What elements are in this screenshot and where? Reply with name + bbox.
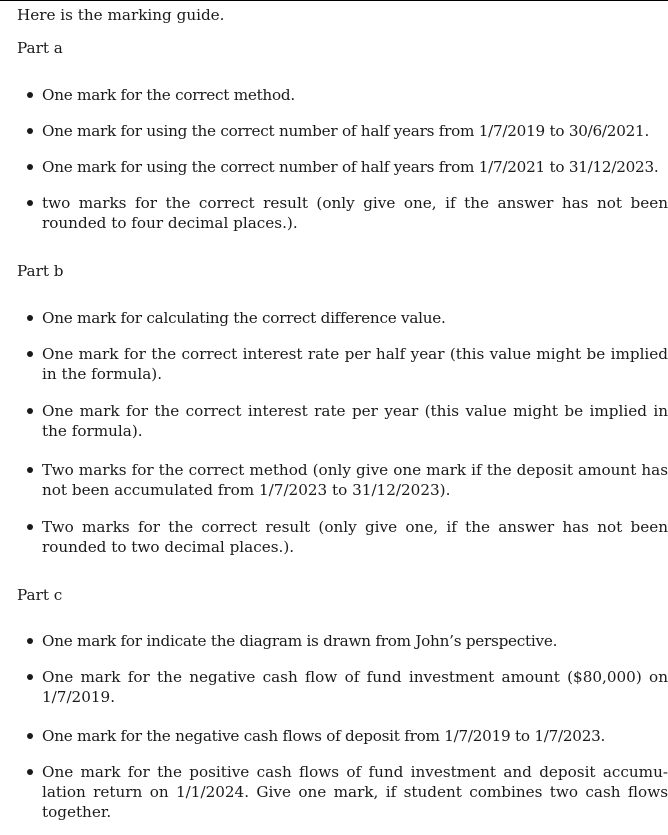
list-item-text: One mark for calculating the correct difference value. xyxy=(42,309,446,327)
list-item-text: One mark for the correct method. xyxy=(42,86,295,104)
list-item-text: Two marks for the correct result (only give one, if the answer has not been rounded to two decimal places.). xyxy=(42,518,668,556)
part-a-heading: Part a xyxy=(17,39,63,57)
list-item xyxy=(22,85,668,105)
list-item-text: One mark for using the correct number of half years from 1/7/2021 to 31/12/2023. xyxy=(42,158,659,176)
list-item-text: One mark for the positive cash flows of fund investment and deposit accumu- lation return on 1/1/2024. Give one mark, if student combines two cash flows together. xyxy=(42,763,668,821)
list-item xyxy=(22,157,668,177)
bullet-icon xyxy=(22,157,42,177)
bullet-icon xyxy=(22,726,42,746)
part-b-heading: Part b xyxy=(17,262,64,280)
bullet-icon xyxy=(22,85,42,105)
list-item xyxy=(22,631,668,651)
bullet-icon xyxy=(22,193,42,233)
list-item xyxy=(22,344,668,384)
list-item-text: two marks for the correct result (only give one, if the answer has not been rounded to four decimal places.). xyxy=(42,194,668,232)
list-item-text: Two marks for the correct method (only give one mark if the deposit amount has not been accumulated from 1/7/2023 to 31/12/2023). xyxy=(42,461,668,499)
list-item-text: One mark for using the correct number of half years from 1/7/2019 to 30/6/2021. xyxy=(42,122,650,140)
bullet-icon xyxy=(22,667,42,707)
intro-text: Here is the marking guide. xyxy=(17,6,225,24)
part-c-heading: Part c xyxy=(17,586,63,604)
list-item xyxy=(22,460,668,500)
list-item-text: One mark for the correct interest rate per half year (this value might be implied in the formula). xyxy=(42,345,668,383)
list-item xyxy=(22,667,668,707)
list-item-text: One mark for indicate the diagram is drawn from John’s perspective. xyxy=(42,632,558,650)
bullet-icon xyxy=(22,344,42,384)
top-border-rule xyxy=(0,0,668,1)
bullet-icon xyxy=(22,460,42,500)
bullet-icon xyxy=(22,631,42,651)
bullet-icon xyxy=(22,121,42,141)
bullet-icon xyxy=(22,401,42,441)
list-item xyxy=(22,762,668,822)
list-item xyxy=(22,726,668,746)
bullet-icon xyxy=(22,517,42,557)
list-item-text: One mark for the correct interest rate per year (this value might be implied in the formula). xyxy=(42,402,668,440)
bullet-icon xyxy=(22,762,42,822)
list-item xyxy=(22,401,668,441)
list-item-text: One mark for the negative cash flow of fund investment amount ($80,000) on 1/7/2019. xyxy=(42,668,668,706)
list-item-text: One mark for the negative cash flows of deposit from 1/7/2019 to 1/7/2023. xyxy=(42,727,606,745)
list-item xyxy=(22,193,668,233)
list-item xyxy=(22,517,668,557)
list-item xyxy=(22,308,668,328)
bullet-icon xyxy=(22,308,42,328)
list-item xyxy=(22,121,668,141)
